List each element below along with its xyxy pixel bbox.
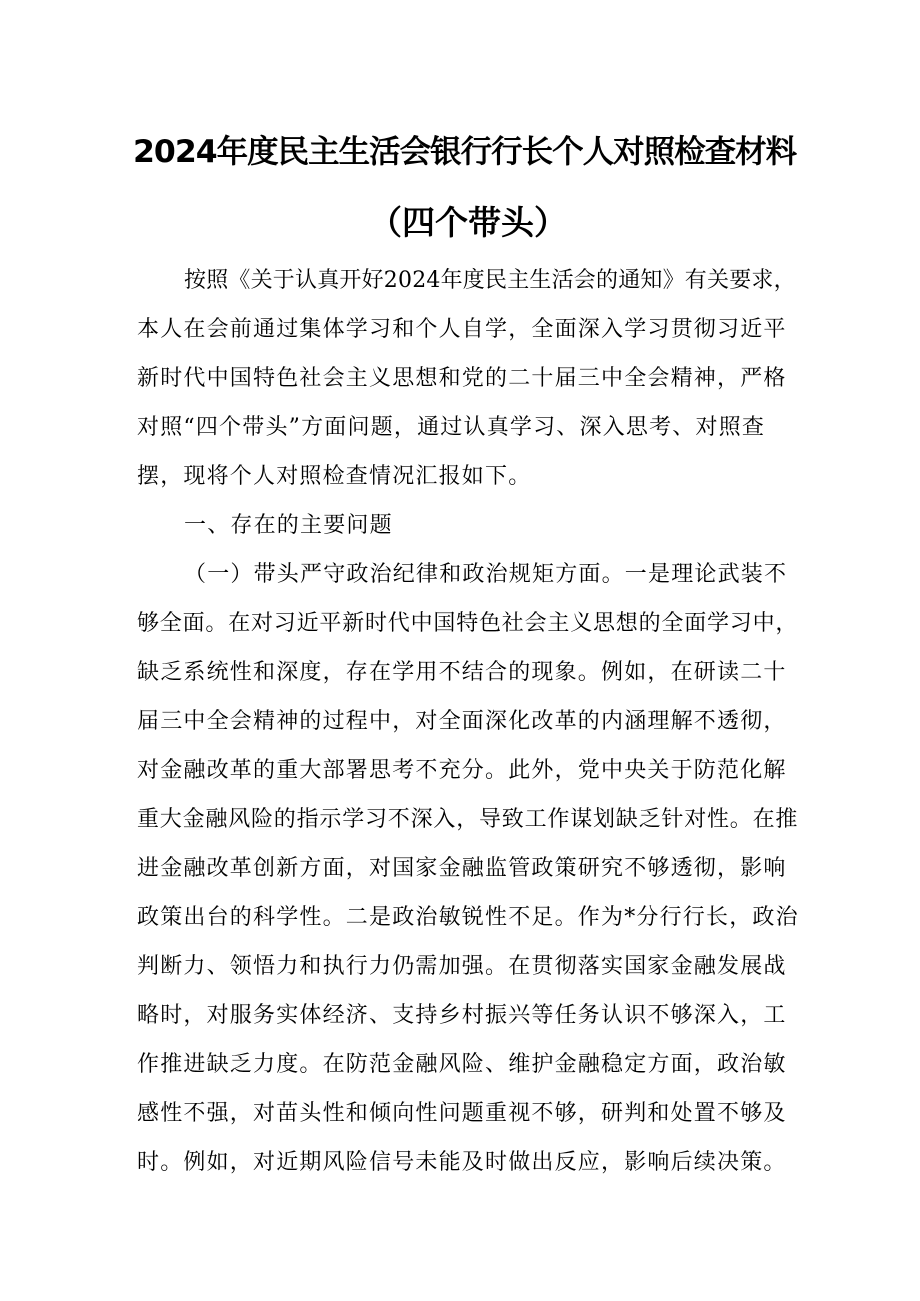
paragraph-line: 按照《关于认真开好2024年度民主生活会的通知》有关要求， (184, 268, 796, 293)
paragraph-line: 对金融改革的重大部署思考不充分。此外，党中央关于防范化解 (137, 758, 787, 783)
paragraph-line: 摆，现将个人对照检查情况汇报如下。 (137, 464, 532, 489)
paragraph-line: 略时，对服务实体经济、支持乡村振兴等任务认识不够深入，工 (137, 1003, 787, 1028)
paragraph-line: 时。例如，对近期风险信号未能及时做出反应，影响后续决策。 (137, 1150, 787, 1175)
paragraph-line: 届三中全会精神的过程中，对全面深化改革的内涵理解不透彻， (137, 709, 787, 734)
paragraph-line: 重大金融风险的指示学习不深入，导致工作谋划缺乏针对性。在推 (137, 807, 799, 832)
paragraph-line: 新时代中国特色社会主义思想和党的二十届三中全会精神，严格 (137, 366, 787, 391)
document-subtitle: （四个带头） (369, 203, 567, 242)
paragraph-line: 本人在会前通过集体学习和个人自学，全面深入学习贯彻习近平 (137, 317, 787, 342)
paragraph-line: 进金融改革创新方面，对国家金融监管政策研究不够透彻，影响 (137, 856, 787, 881)
paragraph-line: 作推进缺乏力度。在防范金融风险、维护金融稳定方面，政治敏 (137, 1052, 787, 1077)
paragraph-line: 感性不强，对苗头性和倾向性问题重视不够，研判和处置不够及 (137, 1101, 787, 1126)
paragraph-line: （一）带头严守政治纪律和政治规矩方面。一是理论武装不 (184, 562, 788, 587)
paragraph-line: 政策出台的科学性。二是政治敏锐性不足。作为*分行行长，政治 (137, 905, 799, 930)
document-title: 2024年度民主生活会银行行长个人对照检查材料 (133, 134, 797, 170)
paragraph-line: 对照“四个带头”方面问题，通过认真学习、深入思考、对照查 (137, 415, 766, 440)
paragraph-line: 缺乏系统性和深度，存在学用不结合的现象。例如，在研读二十 (137, 660, 787, 685)
paragraph-line: 判断力、领悟力和执行力仍需加强。在贯彻落实国家金融发展战 (137, 954, 787, 979)
paragraph-line: 够全面。在对习近平新时代中国特色社会主义思想的全面学习中， (137, 611, 799, 636)
section-heading: 一、存在的主要问题 (184, 513, 393, 538)
